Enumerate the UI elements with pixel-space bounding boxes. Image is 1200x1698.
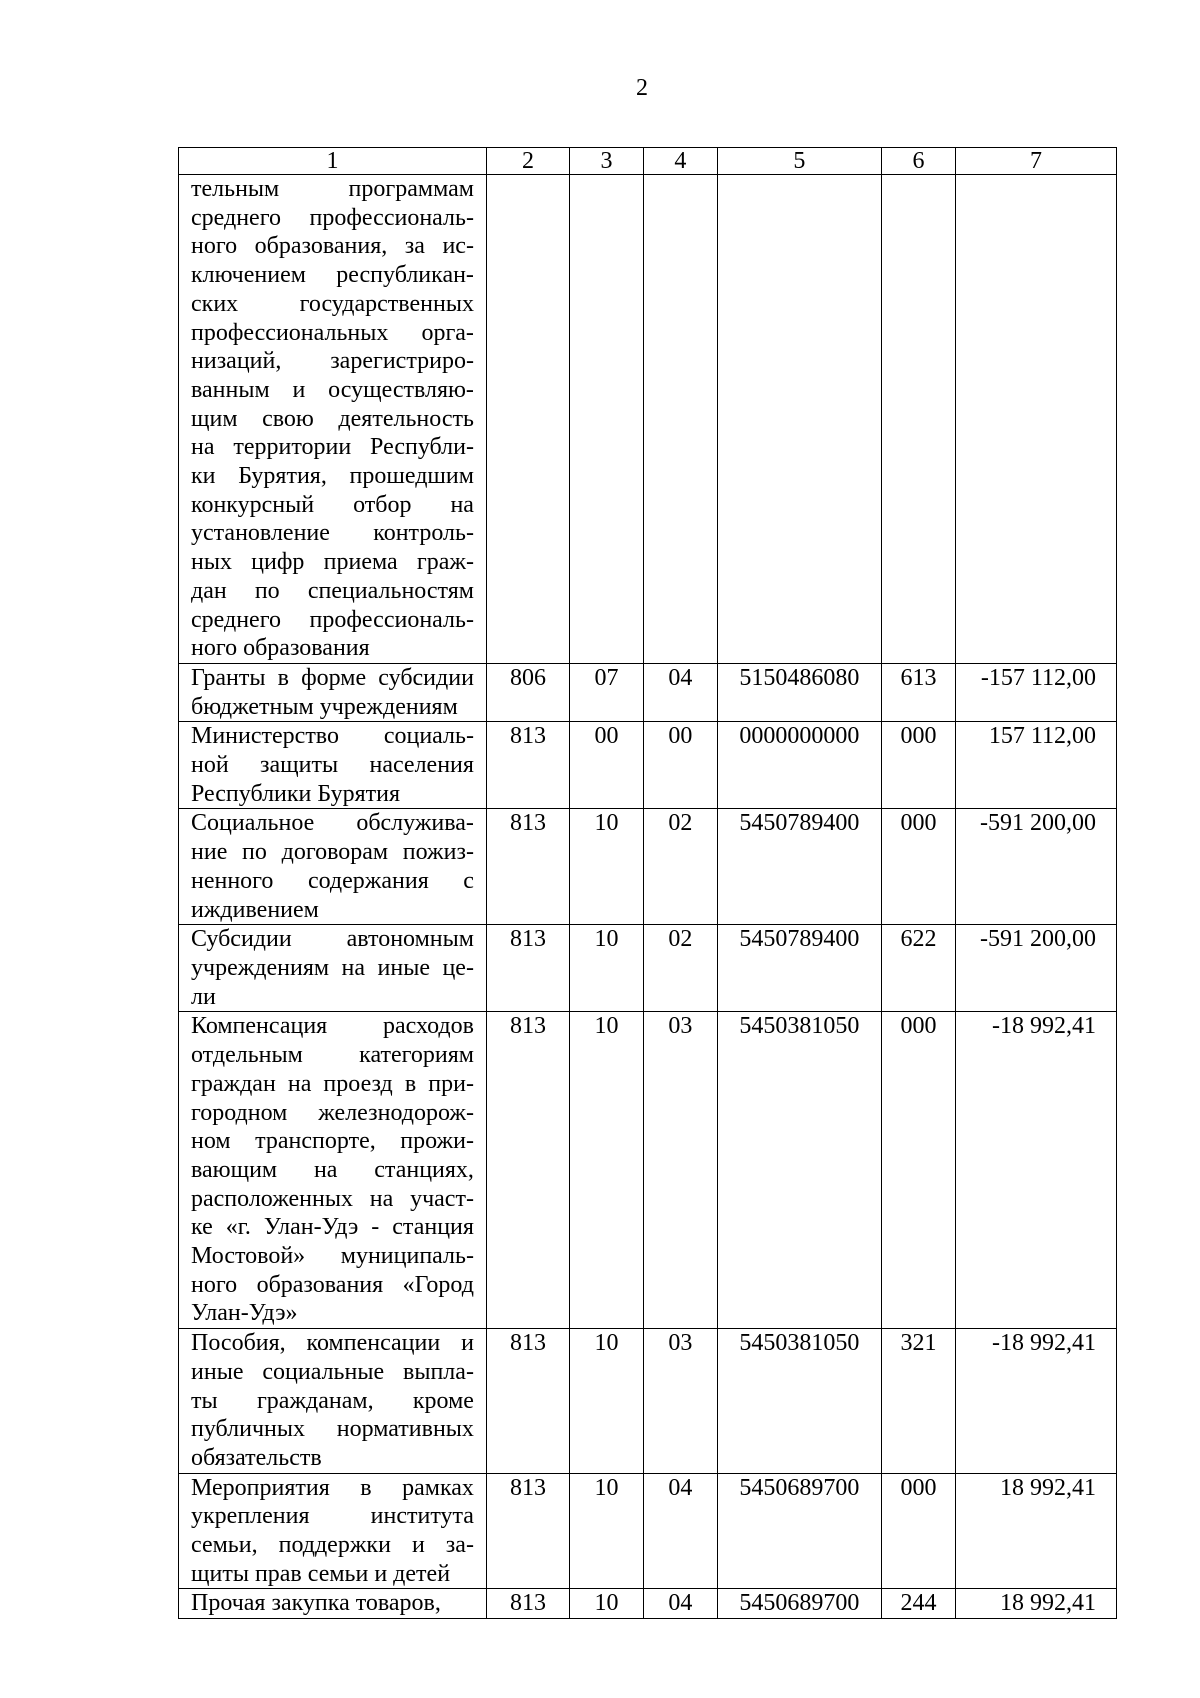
name-line: ки Бурятия, прошедшим — [191, 463, 474, 490]
row-name-cell — [179, 809, 487, 925]
section-code-cell: 10 — [570, 1473, 644, 1589]
table-row — [179, 175, 1117, 664]
table-row — [179, 1473, 1117, 1589]
column-header-5: 5 — [717, 148, 881, 175]
table-row — [179, 1012, 1117, 1329]
name-line: Пособия, компенсации и — [191, 1330, 474, 1357]
subsection-code-cell: 02 — [643, 925, 717, 1012]
name-line: ние по договорам пожиз- — [191, 839, 474, 866]
section-code-cell: 00 — [570, 722, 644, 809]
name-line: Мероприятия в рамках — [191, 1474, 474, 1501]
target-article-code-cell: 5450789400 — [717, 925, 881, 1012]
expense-type-code-cell: 622 — [881, 925, 955, 1012]
name-line: ного образования «Город — [191, 1271, 474, 1298]
row-name-cell — [179, 1589, 487, 1619]
table-row — [179, 1329, 1117, 1474]
amount-cell: -591 200,00 — [955, 809, 1116, 925]
section-code-cell: 10 — [570, 1329, 644, 1474]
subsection-code-cell — [643, 175, 717, 664]
target-article-code-cell — [717, 175, 881, 664]
target-article-code-cell: 5450381050 — [717, 1012, 881, 1329]
column-header-3: 3 — [570, 148, 644, 175]
name-line: семьи, поддержки и за- — [191, 1532, 474, 1559]
section-code-cell: 07 — [570, 663, 644, 721]
column-header-6: 6 — [881, 148, 955, 175]
admin-code-cell: 806 — [486, 663, 569, 721]
subsection-code-cell: 04 — [643, 1589, 717, 1619]
expense-type-code-cell: 000 — [881, 809, 955, 925]
admin-code-cell: 813 — [486, 722, 569, 809]
amount-cell: -591 200,00 — [955, 925, 1116, 1012]
name-line: конкурсный отбор на — [191, 491, 474, 518]
name-line: на территории Республи- — [191, 434, 474, 461]
name-line: отдельным категориям — [191, 1042, 474, 1069]
admin-code-cell: 813 — [486, 1329, 569, 1474]
row-name-cell — [179, 663, 487, 721]
expense-type-code-cell: 244 — [881, 1589, 955, 1619]
amount-cell: 18 992,41 — [955, 1473, 1116, 1589]
subsection-code-cell: 03 — [643, 1012, 717, 1329]
name-line: тельным программам — [191, 176, 474, 202]
column-header-1: 1 — [179, 148, 487, 175]
row-name-cell — [179, 925, 487, 1012]
name-line: ке «г. Улан-Удэ - станция — [191, 1214, 474, 1241]
amount-cell: -18 992,41 — [955, 1329, 1116, 1474]
name-line: щим свою деятельность — [191, 405, 474, 432]
section-code-cell — [570, 175, 644, 664]
column-header-4: 4 — [643, 148, 717, 175]
name-line: ного образования, за ис- — [191, 233, 474, 260]
admin-code-cell: 813 — [486, 1473, 569, 1589]
expense-type-code-cell — [881, 175, 955, 664]
admin-code-cell: 813 — [486, 809, 569, 925]
target-article-code-cell: 5450689700 — [717, 1473, 881, 1589]
row-name-cell — [179, 722, 487, 809]
section-code-cell: 10 — [570, 925, 644, 1012]
section-code-cell: 10 — [570, 1589, 644, 1619]
name-line: Гранты в форме субсидии — [191, 664, 474, 691]
name-line: Республики Бурятия — [191, 780, 400, 807]
name-line: низаций, зарегистриро- — [191, 348, 474, 375]
table-row — [179, 809, 1117, 925]
name-line: учреждениям на иные це- — [191, 954, 474, 981]
target-article-code-cell: 5450381050 — [717, 1329, 881, 1474]
name-line: бюджетным учреждениям — [191, 693, 458, 720]
row-name-cell — [179, 1012, 487, 1329]
name-line: профессиональных орга- — [191, 319, 474, 346]
name-line: ских государственных — [191, 290, 474, 317]
amount-cell: -157 112,00 — [955, 663, 1116, 721]
target-article-code-cell: 5150486080 — [717, 663, 881, 721]
admin-code-cell: 813 — [486, 1589, 569, 1619]
expense-type-code-cell: 000 — [881, 1012, 955, 1329]
name-line: установление контроль- — [191, 520, 474, 547]
name-line: ли — [191, 983, 216, 1010]
name-line: обязательств — [191, 1444, 322, 1471]
column-header-2: 2 — [486, 148, 569, 175]
name-line: ном транспорте, прожи- — [191, 1128, 474, 1155]
name-line: Субсидии автономным — [191, 926, 474, 953]
section-code-cell: 10 — [570, 809, 644, 925]
name-line: расположенных на участ- — [191, 1185, 474, 1212]
subsection-code-cell: 02 — [643, 809, 717, 925]
name-line: иные социальные выпла- — [191, 1358, 474, 1385]
row-name-cell — [179, 1473, 487, 1589]
admin-code-cell: 813 — [486, 925, 569, 1012]
column-header-7: 7 — [955, 148, 1116, 175]
name-line: Улан-Удэ» — [191, 1300, 298, 1327]
name-line: Министерство социаль- — [191, 723, 474, 750]
table-row — [179, 722, 1117, 809]
name-line: ненного содержания с — [191, 867, 474, 894]
amount-cell: 157 112,00 — [955, 722, 1116, 809]
header-row — [179, 148, 1117, 175]
admin-code-cell: 813 — [486, 1012, 569, 1329]
name-line: укрепления института — [191, 1503, 474, 1530]
table-row — [179, 663, 1117, 721]
name-line: Социальное обслужива- — [191, 810, 474, 837]
name-line: дан по специальностям — [191, 577, 474, 604]
target-article-code-cell: 5450789400 — [717, 809, 881, 925]
subsection-code-cell: 04 — [643, 663, 717, 721]
name-line: ных цифр приема граж- — [191, 549, 474, 576]
row-name-cell — [179, 175, 487, 664]
expense-type-code-cell: 613 — [881, 663, 955, 721]
name-line: ной защиты населения — [191, 752, 474, 779]
table-row — [179, 925, 1117, 1012]
expense-type-code-cell: 000 — [881, 722, 955, 809]
table-body — [179, 148, 1117, 1619]
subsection-code-cell: 00 — [643, 722, 717, 809]
expense-type-code-cell: 000 — [881, 1473, 955, 1589]
budget-table — [178, 147, 1117, 1619]
page-number: 2 — [636, 75, 648, 101]
name-line: ванным и осуществляю- — [191, 376, 474, 403]
name-line: городном железнодорож- — [191, 1099, 474, 1126]
name-line: среднего профессиональ- — [191, 606, 474, 633]
name-line: щиты прав семьи и детей — [191, 1560, 451, 1587]
amount-cell: -18 992,41 — [955, 1012, 1116, 1329]
name-line: иждивением — [191, 896, 319, 923]
admin-code-cell — [486, 175, 569, 664]
row-name-cell — [179, 1329, 487, 1474]
name-line: ного образования — [191, 635, 370, 662]
name-line: публичных нормативных — [191, 1416, 474, 1443]
section-code-cell: 10 — [570, 1012, 644, 1329]
name-line: ты гражданам, кроме — [191, 1387, 474, 1414]
name-line: Прочая закупка товаров, — [191, 1590, 441, 1617]
subsection-code-cell: 04 — [643, 1473, 717, 1589]
name-line: ключением республикан- — [191, 262, 474, 289]
name-line: вающим на станциях, — [191, 1156, 474, 1183]
name-line: Компенсация расходов — [191, 1013, 474, 1040]
name-line: граждан на проезд в при- — [191, 1070, 474, 1097]
target-article-code-cell: 5450689700 — [717, 1589, 881, 1619]
expense-type-code-cell: 321 — [881, 1329, 955, 1474]
name-line: Мостовой» муниципаль- — [191, 1243, 474, 1270]
name-line: среднего профессиональ- — [191, 204, 474, 231]
target-article-code-cell: 0000000000 — [717, 722, 881, 809]
subsection-code-cell: 03 — [643, 1329, 717, 1474]
amount-cell — [955, 175, 1116, 664]
table-row — [179, 1589, 1117, 1619]
amount-cell: 18 992,41 — [955, 1589, 1116, 1619]
